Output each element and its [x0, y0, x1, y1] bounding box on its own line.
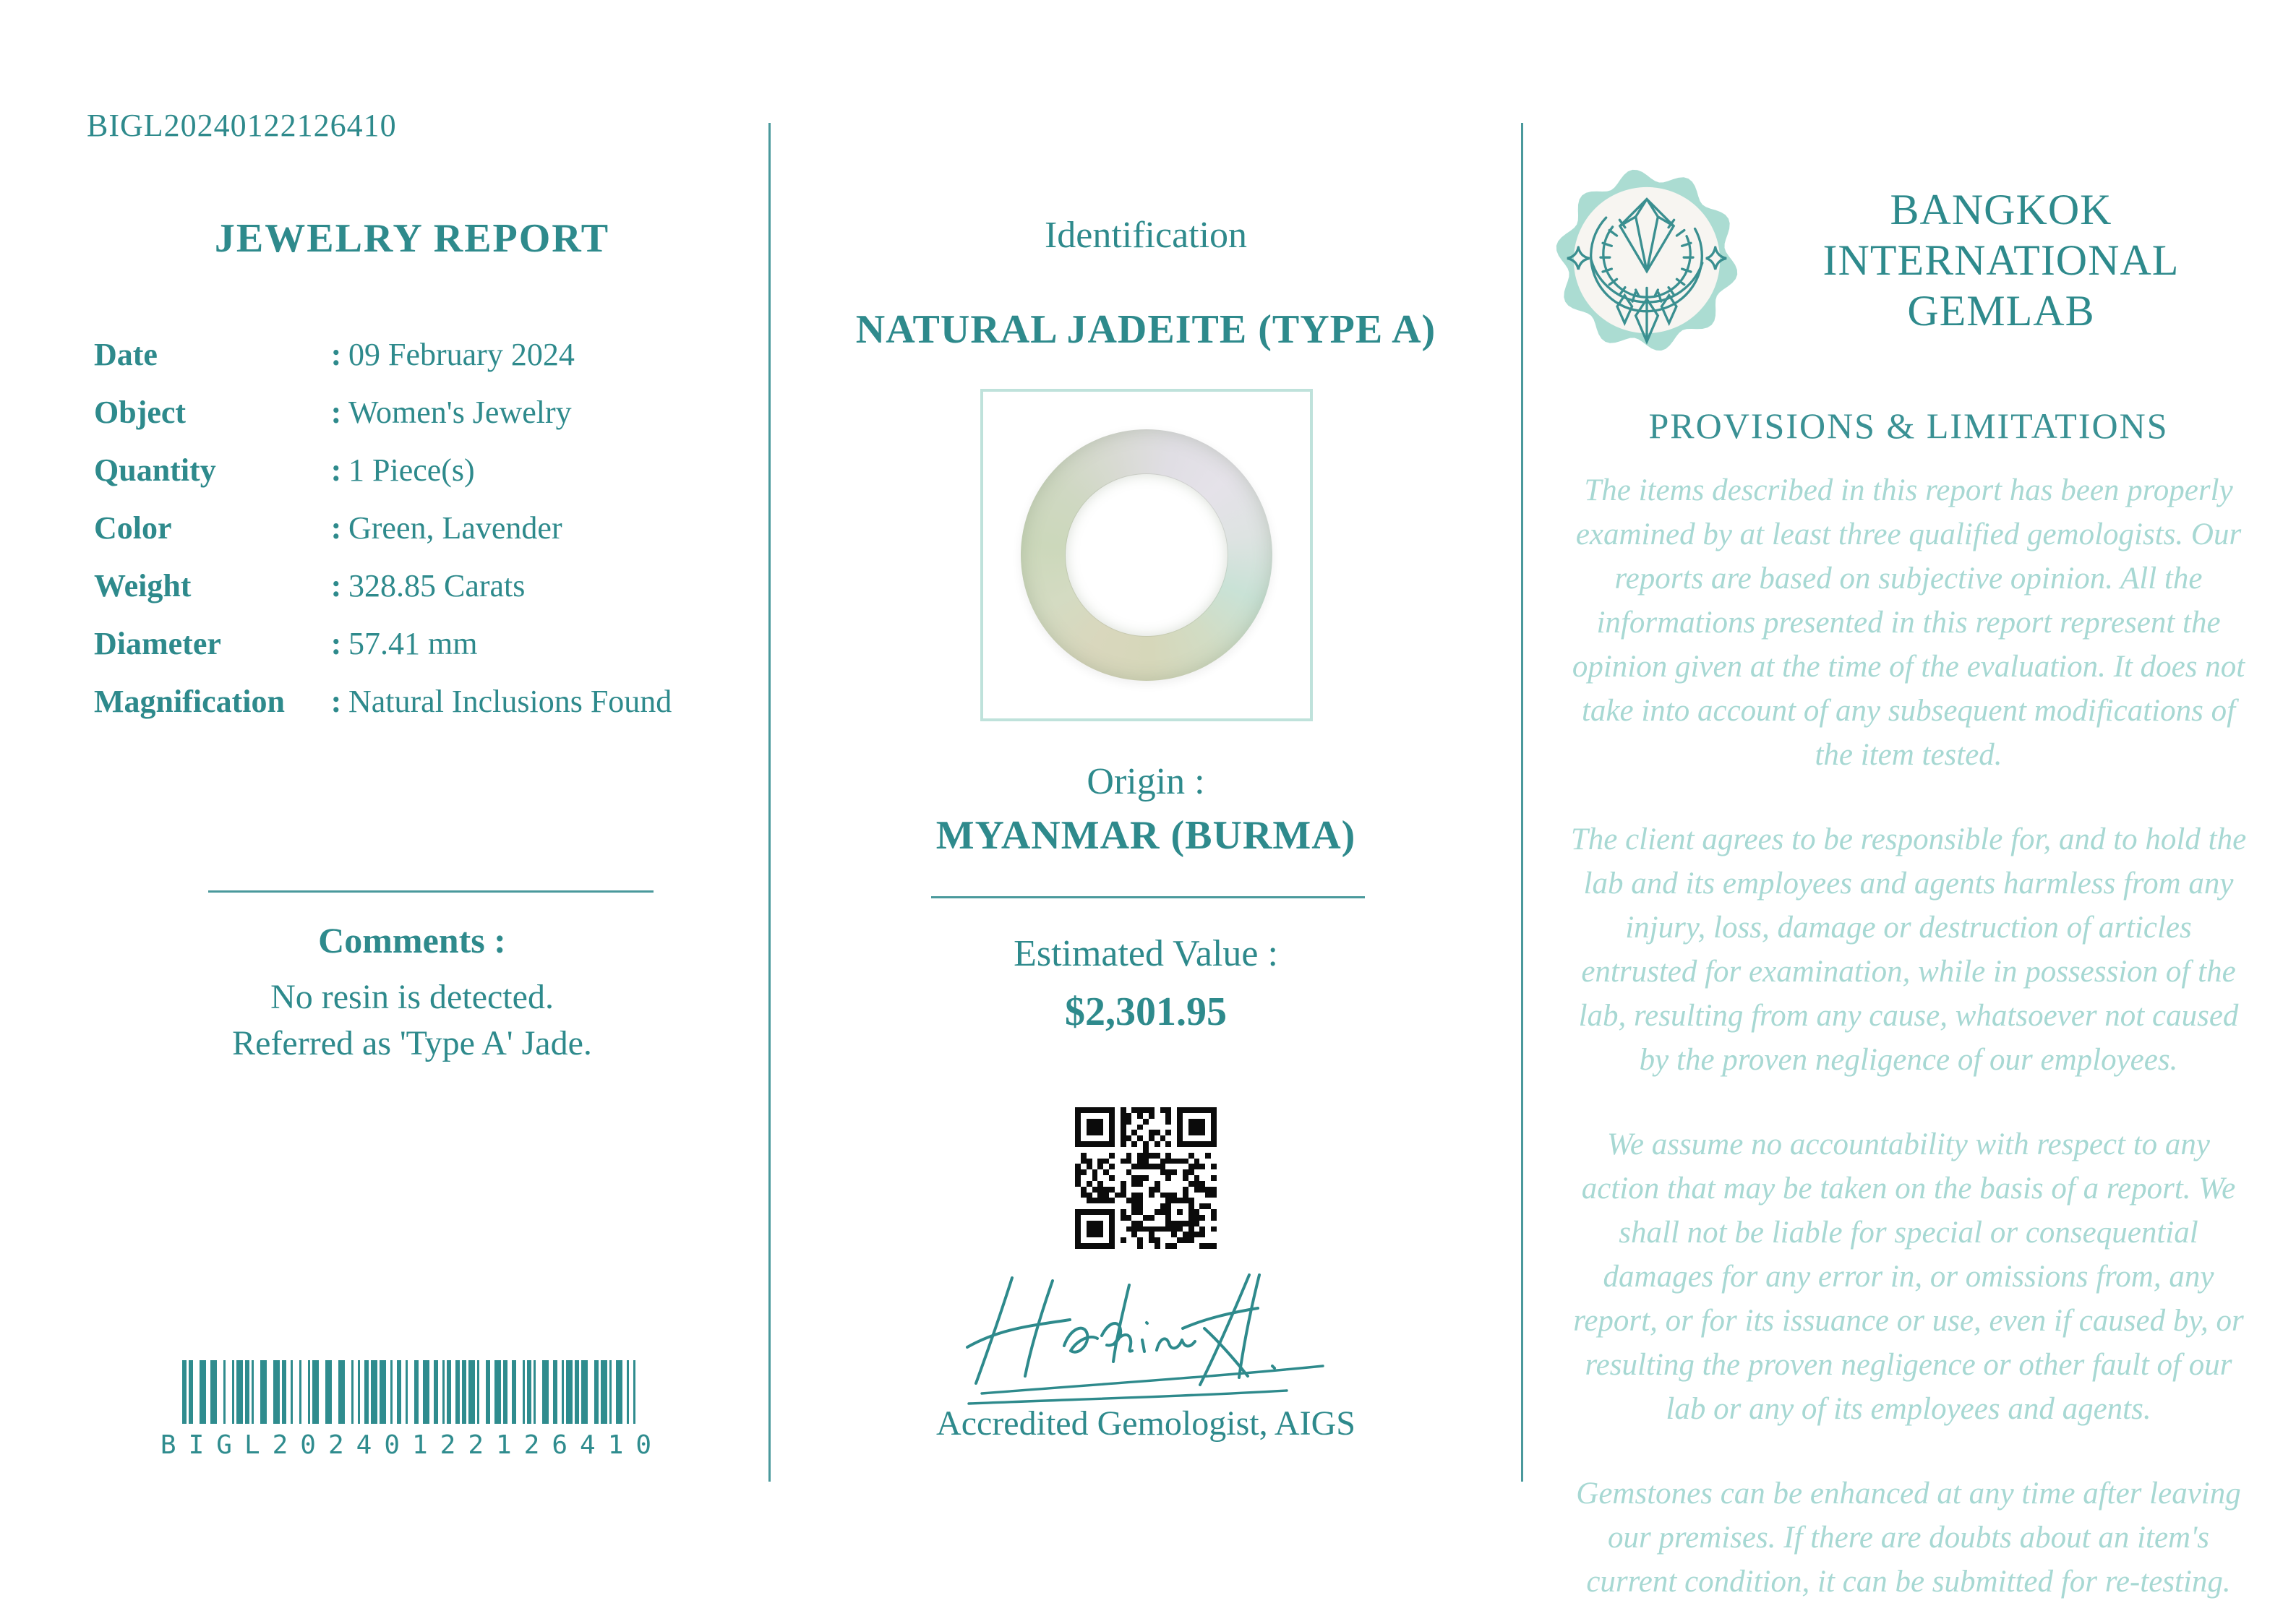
lab-name-line: GEMLAB — [1907, 287, 2095, 335]
report-number: BIGL20240122126410 — [87, 108, 397, 143]
gemlab-badge-icon — [1554, 168, 1739, 353]
comments-title: Comments : — [318, 920, 506, 961]
comment-line: Referred as 'Type A' Jade. — [232, 1024, 592, 1062]
field-label: Diameter — [94, 626, 221, 661]
signatory-title: Accredited Gemologist, AIGS — [936, 1404, 1355, 1443]
field-value: 328.85 Carats — [348, 568, 526, 603]
lab-name — [1739, 184, 2263, 336]
report-field-row — [94, 625, 745, 683]
field-colon: : — [330, 452, 342, 488]
field-label: Date — [94, 337, 158, 372]
report-field-row — [94, 510, 745, 567]
value-divider — [931, 896, 1365, 898]
barcode-bars-icon — [182, 1360, 642, 1424]
field-label: Quantity — [94, 452, 216, 488]
field-value: 57.41 mm — [348, 626, 478, 661]
provisions-paragraph: We assume no accountability with respect to any action that may be taken on the basis of a report. We shall not be liable for special or consequential damages for any error in, or omissions from, any report, or for its issuance or use, even if caused by, or resulting the proven negligence or other fault of our lab or any of its employees and agents. — [1573, 1127, 2244, 1426]
lab-name-line: INTERNATIONAL — [1822, 236, 2180, 284]
provisions-title: PROVISIONS & LIMITATIONS — [1648, 405, 2169, 446]
field-colon: : — [330, 568, 342, 603]
estimated-value-amount: $2,301.95 — [1065, 989, 1227, 1034]
origin-value: MYANMAR (BURMA) — [935, 813, 1356, 858]
comment-line: No resin is detected. — [270, 978, 554, 1016]
jade-bangle-photo — [1021, 429, 1272, 681]
report-field-row — [94, 683, 745, 741]
field-value: Natural Inclusions Found — [348, 684, 672, 719]
estimated-value-label: Estimated Value : — [1014, 933, 1278, 974]
field-label: Color — [94, 510, 172, 546]
origin-label: Origin : — [1087, 761, 1205, 802]
lab-header — [1554, 168, 2263, 353]
field-colon: : — [330, 684, 342, 719]
comments-divider — [208, 890, 654, 893]
lab-name-line: BANGKOK — [1890, 186, 2112, 233]
barcode-text: BIGL20240122126410 — [160, 1430, 664, 1460]
report-fields — [94, 336, 745, 741]
provisions-paragraph: The items described in this report has been properly examined by at least three qualified gemologists. Our reports are based on subjective opinion. All the informations presented in this report represent the opinion given at the time of the evaluation. It does not take into account of any subsequent modifications of the item tested. — [1572, 473, 2245, 772]
field-value: 1 Piece(s) — [348, 452, 475, 488]
report-field-row — [94, 567, 745, 625]
barcode — [94, 1360, 730, 1460]
report-title: JEWELRY REPORT — [214, 216, 610, 261]
report-field-row — [94, 394, 745, 452]
identification-result: NATURAL JADEITE (TYPE A) — [855, 307, 1436, 352]
field-colon: : — [330, 626, 342, 661]
field-value: Women's Jewelry — [348, 395, 572, 430]
column-divider-right — [1521, 123, 1523, 1482]
field-label: Object — [94, 395, 187, 430]
provisions-paragraph: Gemstones can be enhanced at any time after leaving our premises. If there are doubts about an item's current condition, it can be submitted for re-testing. — [1576, 1477, 2241, 1599]
item-photo-frame — [980, 389, 1313, 721]
field-colon: : — [330, 510, 342, 546]
field-label: Weight — [94, 568, 192, 603]
field-colon: : — [330, 395, 342, 430]
field-label: Magnification — [94, 684, 285, 719]
provisions-paragraph: The client agrees to be responsible for, and to hold the lab and its employees and agents harmless from any injury, loss, damage or destruction of articles entrusted for examination, while in possession of the lab, resulting from any cause, whatsoever not caused by the proven negligence of our employees. — [1570, 822, 2247, 1077]
report-field-row — [94, 452, 745, 510]
field-value: 09 February 2024 — [348, 337, 575, 372]
gemologist-signature-icon — [940, 1259, 1352, 1414]
provisions-paragraphs — [1565, 468, 2252, 1624]
field-value: Green, Lavender — [348, 510, 562, 546]
qr-code-icon — [1075, 1107, 1217, 1249]
column-divider-left — [768, 123, 771, 1482]
report-field-row — [94, 336, 745, 394]
field-colon: : — [330, 337, 342, 372]
identification-heading: Identification — [1044, 215, 1248, 256]
